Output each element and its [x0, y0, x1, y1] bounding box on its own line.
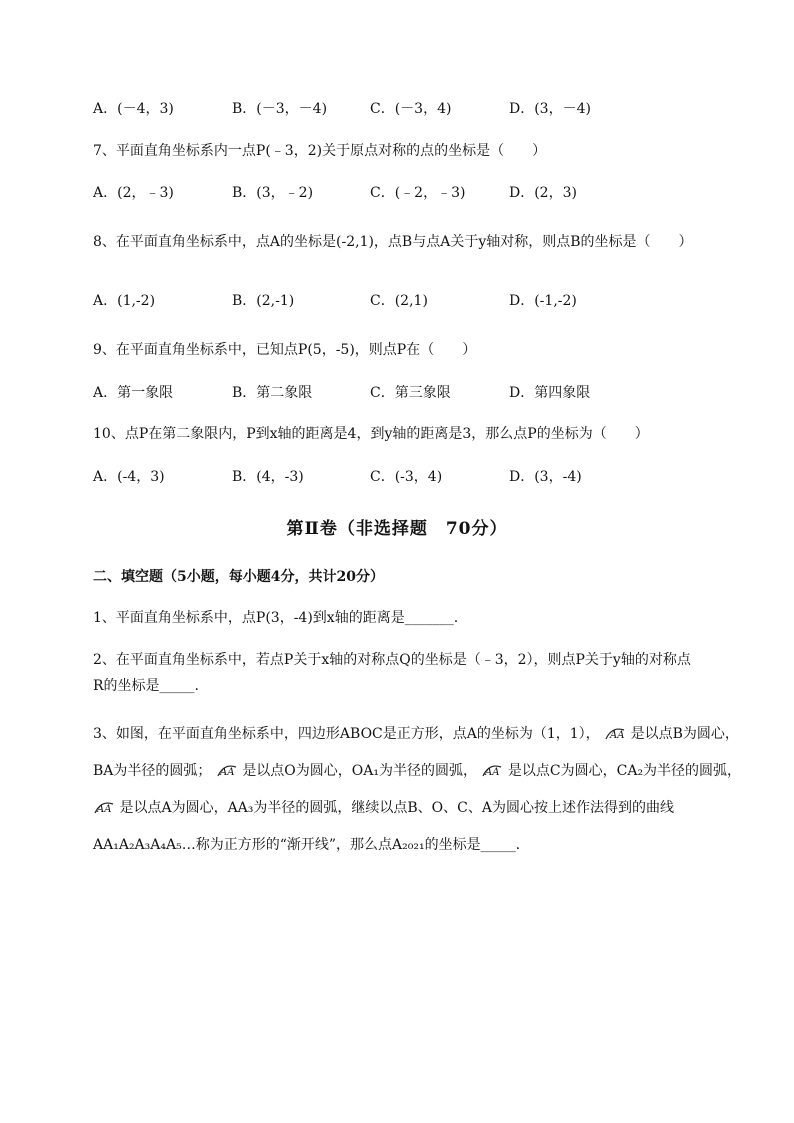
fill-question-2-line-2: R的坐标是_____. — [93, 678, 199, 694]
q10-option-a: A．(-4，3) — [93, 469, 165, 485]
q7-option-a: A．(2，﹣3) — [93, 185, 174, 201]
q10-option-d: D．(3，-4) — [509, 469, 582, 485]
q6-option-b: B．(－3，－4) — [232, 101, 328, 117]
q8-option-d: D．(-1,-2) — [509, 293, 577, 309]
q7-option-d: D．(2，3) — [509, 185, 577, 201]
q10-options — [93, 466, 653, 486]
q10-option-c: C．(-3，4) — [370, 469, 443, 485]
svg-text:AA: AA — [97, 804, 112, 815]
q8-question: 8、在平面直角坐标系中，点A的坐标是(-2,1)，点B与点A关于y轴对称，则点B的坐标是（ ） — [93, 234, 693, 250]
fill-3-part-a: 3、如图，在平面直角坐标系中，四边形ABOC是正方形，点A的坐标为（1，1）， — [93, 726, 600, 742]
q8-option-b: B．(2,-1) — [232, 293, 295, 309]
q9-option-b: B．第二象限 — [232, 385, 313, 401]
svg-text:AA: AA — [219, 767, 235, 778]
q6-option-c: C．(－3，4) — [370, 101, 452, 117]
arc-a3a4-icon — [93, 799, 115, 815]
svg-text:AA: AA — [485, 767, 500, 778]
fill-3-part-e: 是以点A为圆心，AA₃为半径的圆弧，继续以点B、O、C、A为圆心按上述作法得到的曲线AA₁A₂A₃A₄A₅…称为正方形的“渐开线”，那么点A₂₀₂₁的坐标是_____. — [93, 800, 674, 853]
section-2-title: 第Ⅱ卷（非选择题 70分） — [286, 519, 508, 539]
svg-text:AA: AA — [610, 730, 625, 741]
fill-3-part-d: 是以点C为圆心，CA₂为半径的圆弧， — [507, 763, 742, 779]
fill-question-3 — [93, 716, 743, 864]
q10-question: 10、点P在第二象限内，P到x轴的距离是4，到y轴的距离是3，那么点P的坐标为（ ） — [93, 426, 649, 442]
q8-options — [93, 290, 653, 310]
q9-options — [93, 382, 653, 402]
q8-option-a: A．(1,-2) — [93, 293, 156, 309]
arc-aa1-icon — [604, 725, 626, 741]
q9-option-d: D．第四象限 — [509, 385, 591, 401]
fill-question-2-line-1: 2、在平面直角坐标系中，若点P关于x轴的对称点Q的坐标是（﹣3，2），则点P关于y轴的对称点 — [93, 652, 691, 668]
q6-option-d: D．(3，－4) — [509, 101, 591, 117]
fill-question-1: 1、平面直角坐标系中，点P(3，-4)到x轴的距离是_______. — [93, 610, 459, 626]
q8-option-c: C．(2,1) — [370, 293, 428, 309]
q7-option-c: C．(﹣2，﹣3) — [370, 185, 466, 201]
q9-question: 9、在平面直角坐标系中，已知点P(5，-5)，则点P在（ ） — [93, 342, 477, 358]
q9-option-a: A．第一象限 — [93, 385, 174, 401]
q7-option-b: B．(3，﹣2) — [232, 185, 314, 201]
q7-options — [93, 182, 653, 202]
part-2-heading: 二、填空题（5小题，每小题4分，共计20分） — [93, 569, 384, 585]
q6-option-a: A．(－4，3) — [93, 101, 174, 117]
q10-option-b: B．(4，-3) — [232, 469, 304, 485]
fill-3-part-b: 是以点B为圆心，BA为半径的圆弧； — [93, 726, 739, 779]
q6-options — [93, 98, 653, 118]
q7-question: 7、平面直角坐标系内一点P(﹣3，2)关于原点对称的点的坐标是（ ） — [93, 143, 547, 159]
q9-option-c: C．第三象限 — [370, 385, 451, 401]
fill-3-part-c: 是以点O为圆心，OA₁为半径的圆弧， — [242, 763, 477, 779]
arc-a1a2-icon — [216, 762, 238, 778]
arc-a2a3-icon — [481, 762, 503, 778]
